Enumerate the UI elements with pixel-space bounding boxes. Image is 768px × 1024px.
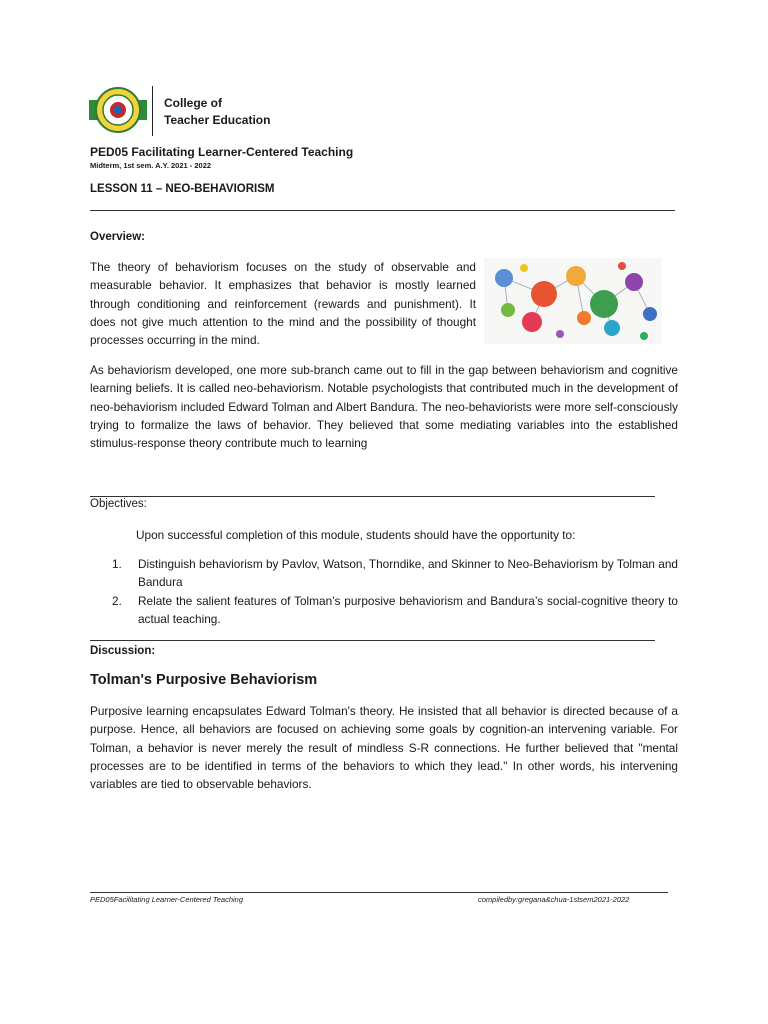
objectives-label: Objectives: [90,498,147,510]
course-title: PED05 Facilitating Learner-Centered Teaching [90,145,354,159]
objective-item: 1. Distinguish behaviorism by Pavlov, Watson, Thorndike, and Skinner to Neo-Behaviorism by Tolman and Bandura [112,557,678,590]
discussion-paragraph: Purposive learning encapsulates Edward Tolman's theory. He insisted that all behavior is directed because of a purpose. Hence, all behaviors are focused on achieving some goals by cognition-an intervening variable. For Tolman, a behavior is never merely the result of mindless S-R connections. He further believed that "mental processes are to be identified in terms of the behaviors to which they lead." In other words, his intervening variables are tied to observable behaviors. [90,704,678,792]
overview-paragraph-1: The theory of behaviorism focuses on the study of observable and measurable behavior. It emphasizes that behavior is mostly learned through conditioning and reinforcement (rewards and punishment). It does not give much attention to the mind and the possibility of thought processes occurring in the mind. [90,260,476,348]
objectives-list [112,555,678,628]
overview-paragraph-2: As behaviorism developed, one more sub-branch came out to fill in the gap between behaviorism and cognitive learning beliefs. It is called neo-behaviorism. Notable psychologists that contributed much in the development of neo-behaviorism included Edward Tolman and Albert Bandura. The neo-behaviorists were more self-consciously trying to formalize the laws of behavior. They believed that some mediating variables into the established stimulus-response theory contribute much to learning [90,363,678,451]
divider-line [90,640,655,641]
divider-line [90,210,675,211]
header-divider [152,86,153,136]
school-seal-logo [88,86,148,136]
footer-credit: compiledby:gregana&chua-1stsem2021-2022 [478,895,630,904]
objectives-intro: Upon successful completion of this module, students should have the opportunity to: [136,528,576,542]
overview-label: Overview: [90,231,145,243]
divider-line [90,496,655,497]
network-heads-illustration [484,258,662,344]
discussion-label: Discussion: [90,645,156,657]
lesson-title: LESSON 11 – NEO-BEHAVIORISM [90,183,275,195]
section-title: Tolman's Purposive Behaviorism [90,672,318,688]
footer-rule [90,892,668,893]
course-subtitle: Midterm, 1st sem. A.Y. 2021 - 2022 [90,161,212,170]
objective-item: 2. Relate the salient features of Tolman’s purposive behaviorism and Bandura’s social-cognitive theory to actual teaching. [112,593,678,626]
college-name: College of Teacher Education [164,96,271,127]
footer-course: PED05Facilitating Learner-Centered Teaching [90,895,244,904]
